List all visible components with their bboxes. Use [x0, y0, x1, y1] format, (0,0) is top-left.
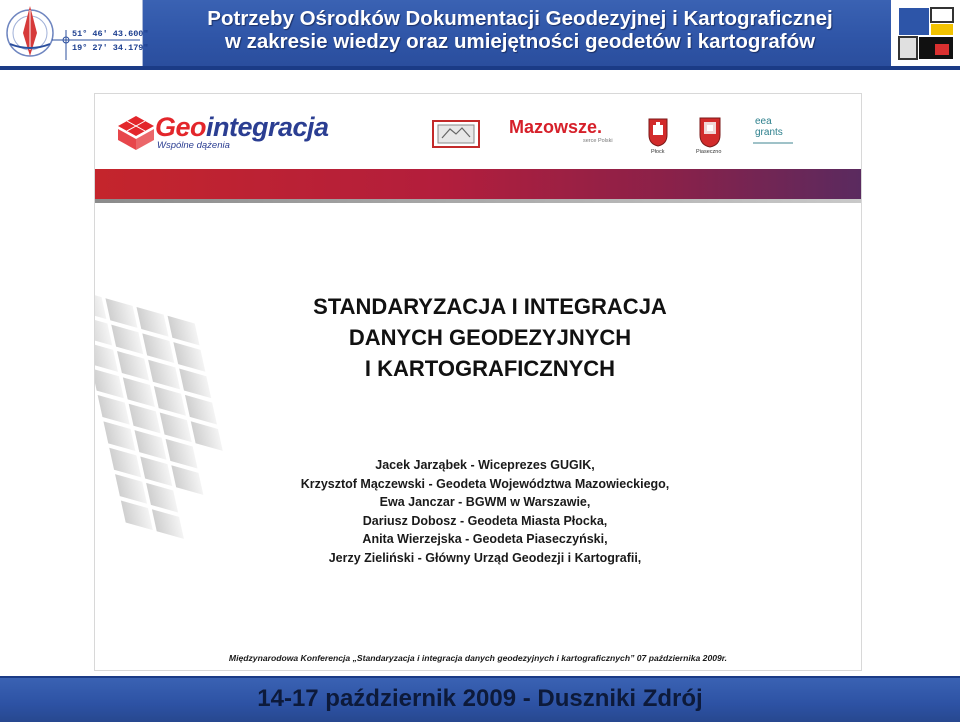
author-line: Jerzy Zieliński - Główny Urząd Geodezji i Kartografii, [328, 550, 642, 565]
mazowsze-logo: Mazowsze. [509, 117, 603, 137]
top-banner [0, 0, 960, 70]
slide-title-line1: STANDARYZACJA I INTEGRACJA [313, 294, 667, 319]
author-line: Krzysztof Mączewski - Geodeta Województwa Mazowieckiego, [300, 476, 670, 491]
map-frame-logo [432, 120, 480, 148]
slide [94, 93, 862, 671]
banner-title-line2: w zakresie wiedzy oraz umiejętności geodetów i kartografów [224, 30, 816, 53]
author-line: Ewa Janczar - BGWM w Warszawie, [379, 495, 591, 509]
piaseczno-label: Piaseczno [696, 149, 722, 155]
slide-title-line2: DANYCH GEODEZYJNYCH [348, 325, 632, 350]
slide-logo-bar [95, 94, 861, 169]
grants-text: grants [755, 127, 783, 138]
banner-underline [0, 66, 960, 70]
piaseczno-crest-icon [698, 116, 722, 148]
geointegracja-tagline: Wspólne dążenia [157, 140, 230, 151]
red-header-band [95, 169, 861, 199]
eea-text: eea [755, 116, 772, 127]
author-line: Dariusz Dobosz - Geodeta Miasta Płocka, [362, 513, 608, 528]
geointegracja-cube-icon [115, 114, 157, 152]
author-line: Anita Wierzejska - Geodeta Piaseczyński, [362, 532, 608, 546]
plock-crest-icon [647, 117, 669, 147]
footer-banner [0, 676, 960, 722]
banner-title [150, 7, 890, 53]
banner-title-line1: Potrzeby Ośrodków Dokumentacji Geodezyjnej i Kartograficznej [207, 7, 833, 30]
odgik-logo [0, 0, 149, 66]
color-blocks-icon [891, 0, 960, 66]
plock-label: Płock [651, 149, 665, 155]
geointegracja-logo: Geointegracja [155, 112, 329, 142]
slide-title-line3: I KARTOGRAFICZNYCH [364, 356, 616, 381]
author-line: Jacek Jarząbek - Wiceprezes GUGIK, [375, 458, 595, 472]
eea-underline [753, 142, 793, 144]
color-blocks-logo [891, 0, 960, 66]
authors-list [245, 456, 725, 567]
longitude-text: 19° 27' 34.179" [72, 43, 149, 53]
conference-line: Międzynarodowa Konferencja „Standaryzacja i integracja danych geodezyjnych i kartograficznych” 07 października 2009r. [228, 653, 728, 663]
latitude-text: 51° 46' 43.600" [72, 29, 149, 39]
grey-header-band [95, 199, 861, 203]
mazowsze-subtitle: serce Polski [583, 138, 613, 144]
eea-grants-logo [755, 116, 783, 138]
footer-date-location: 14-17 październik 2009 - Duszniki Zdrój [257, 685, 703, 712]
slide-title [255, 291, 725, 384]
